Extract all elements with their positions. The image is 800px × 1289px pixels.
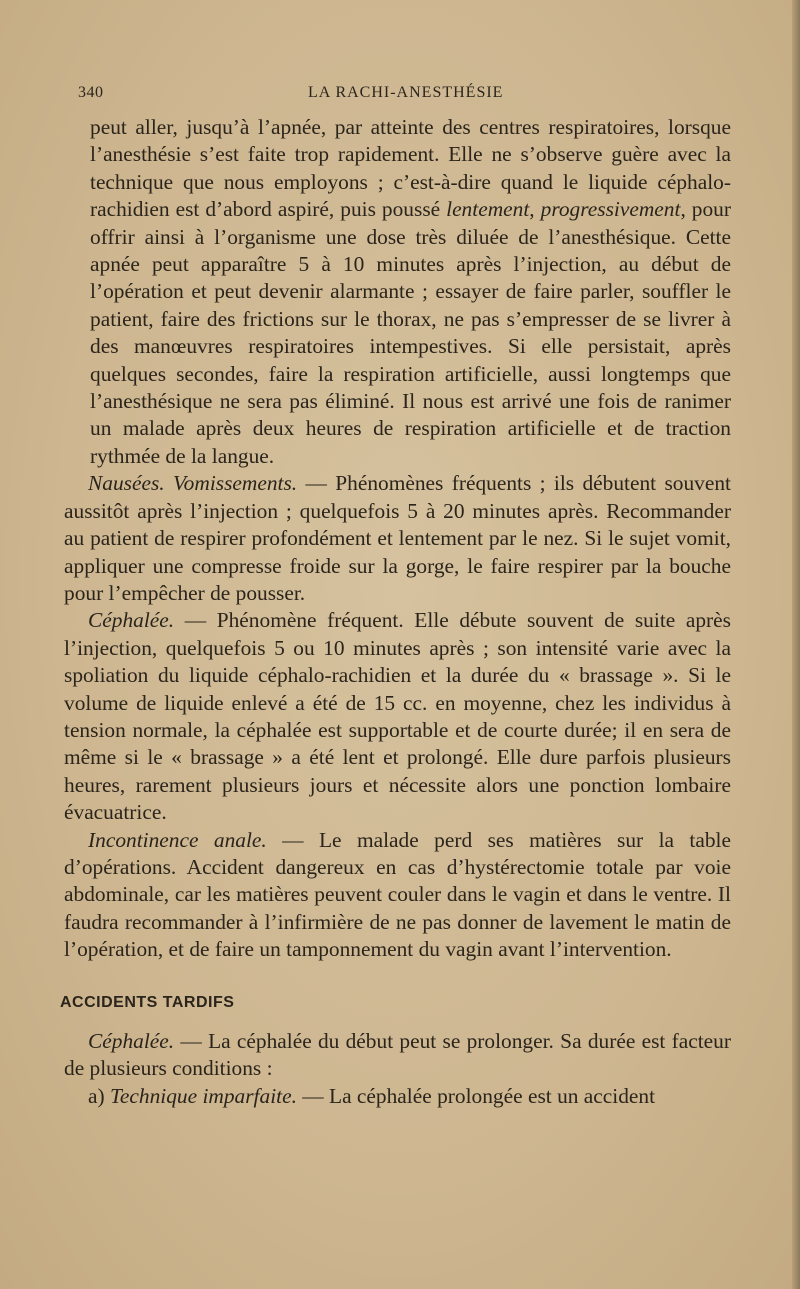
emphasis-text: lentement <box>446 197 530 222</box>
paragraph-title: Céphalée. <box>88 608 175 633</box>
paragraph-title: Technique imparfaite. <box>109 1083 297 1108</box>
paragraph-title: Incontinence anale. <box>88 827 267 852</box>
page-number: 340 <box>78 84 104 101</box>
paragraph-text: — Phénomènes fréquents ; ils débutent souvent aussitôt après l’injection ; quelquefois 5 à 20 minutes après. Recommander au patient de respirer profondément et lentement par le nez. Si le sujet vomit, appliquer une compresse froide sur la gorge, le faire respirer par la bouche pour l’empêcher de pousser. <box>64 471 732 605</box>
paragraph-technique <box>64 1083 731 1110</box>
list-marker: a) <box>88 1083 110 1108</box>
paragraph-title: Nausées. Vomissements. <box>88 471 298 496</box>
paragraph-apnea <box>64 114 731 470</box>
paragraph-text: — Phénomène fréquent. Elle débute souvent de suite après l’injection, quelquefois 5 ou 10 minutes après ; son intensité varie avec la spoliation du liquide céphalo-rachidien et la durée du « brassage ». Si le volume de liquide enlevé a été de 15 cc. en moyenne, chez les individus à tension normale, la céphalée est supportable et de courte durée; il en sera de même si le « brassage » a été lent et prolongé. Elle dure parfois plusieurs heures, rarement plusieurs jours et nécessite alors une ponction lombaire évacuatrice. <box>64 608 731 825</box>
paragraph-nausea <box>64 470 731 607</box>
page-edge-shadow <box>792 0 800 1289</box>
paragraph-text: — La céphalée prolongée est un accident <box>296 1083 656 1108</box>
paragraph-incontinence <box>64 827 731 964</box>
paragraph-text: — Le malade perd ses matières sur la table d’opérations. Accident dangereux en cas d’hystérectomie totale par voie abdominale, car les matières peuvent couler dans le vagin et dans le ventre. Il faudra recommander à l’infirmière de ne pas donner de lavement le matin de l’opération, et de faire un tamponnement du vagin avant l’intervention. <box>64 827 731 962</box>
running-title: LA RACHI-ANESTHÉSIE <box>308 84 504 101</box>
paragraph-title: Céphalée. <box>88 1029 175 1053</box>
section-heading: ACCIDENTS TARDIFS <box>60 993 235 1011</box>
paragraph-text: , pour offrir ainsi à l’organisme une dose très diluée de l’anesthésique. Cette apnée peut apparaître 5 à 10 minutes après l’injection, au début de l’opération et peut devenir alarmante ; essayer de faire parler, souffler le patient, faire des frictions sur le thorax, ne pas s’empresser de se livrer à des manœuvres respiratoires intempestives. Si elle persistait, après quelques secondes, faire la respiration artificielle, aussi longtemps que l’anesthésique ne sera pas éliminé. Il nous est arrivé une fois de ranimer un malade après deux heures de respiration artificielle et de traction rythmée de la langue. <box>90 197 731 468</box>
body-text <box>60 114 732 1110</box>
emphasis-text: progressivement <box>540 197 681 222</box>
paragraph-headache <box>64 607 731 826</box>
paragraph-text: — La céphalée du début peut se prolonger. Sa durée est facteur de plusieurs conditions : <box>64 1029 731 1081</box>
paragraph-text: peut aller, jusqu’à l’apnée, par atteinte des centres respiratoires, lorsque l’anesthésie s’est faite trop rapidement. Elle ne s’observe guère avec la technique que nous employons ; c’est-à-dire quand le liquide céphalo-rachidien est d’abord aspiré, puis poussé <box>90 115 731 222</box>
paragraph-late-headache <box>64 1028 731 1083</box>
paragraph-text: , <box>529 197 541 222</box>
